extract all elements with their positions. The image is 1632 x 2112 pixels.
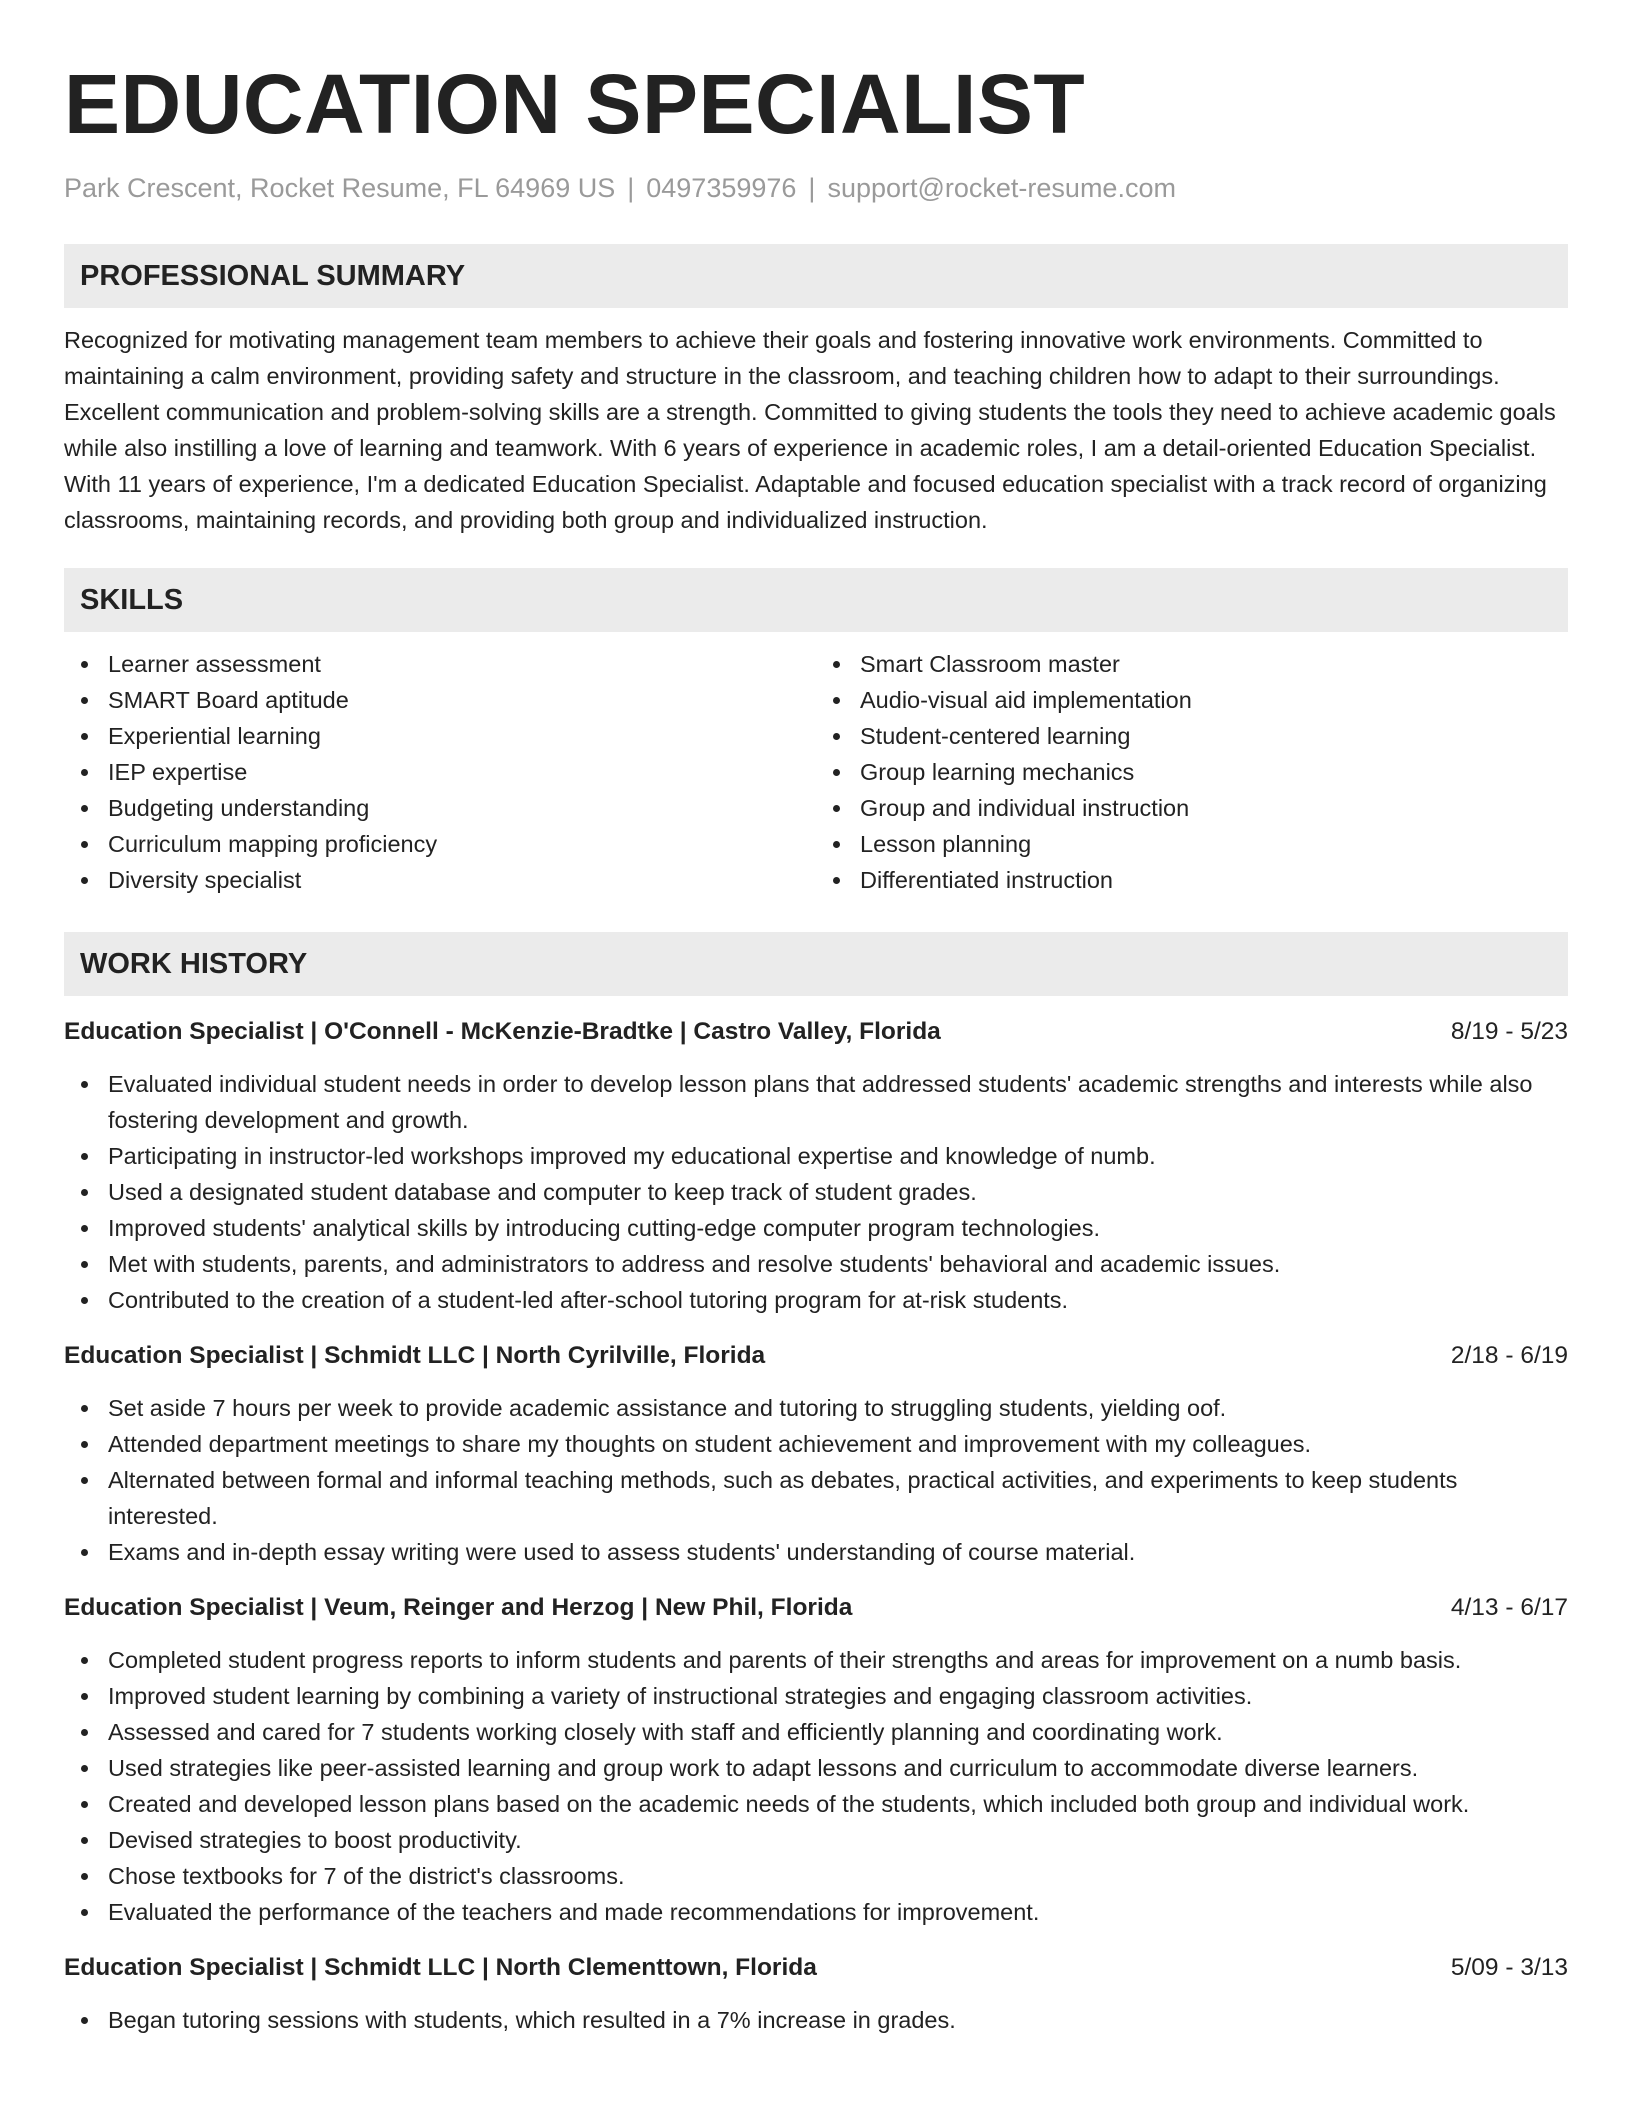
skill-item: IEP expertise — [108, 754, 816, 790]
job-bullet: Completed student progress reports to inform students and parents of their strengths and areas for improvement on a numb basis. — [108, 1642, 1568, 1678]
contact-line — [64, 172, 1568, 204]
job-dates: 4/13 - 6/17 — [1450, 1594, 1568, 1621]
section-header-summary: PROFESSIONAL SUMMARY — [64, 244, 1568, 308]
job-bullet: Began tutoring sessions with students, which resulted in a 7% increase in grades. — [108, 2002, 1568, 2038]
job-title: Education Specialist | O'Connell - McKenzie-Bradtke | Castro Valley, Florida — [64, 1018, 941, 1045]
skill-item: Differentiated instruction — [860, 862, 1568, 898]
skill-item: Group and individual instruction — [860, 790, 1568, 826]
job-header — [64, 1338, 1568, 1374]
job-bullet: Alternated between formal and informal teaching methods, such as debates, practical activities, and experiments to keep students interested. — [108, 1462, 1568, 1534]
contact-address: Park Crescent, Rocket Resume, FL 64969 US — [64, 173, 616, 203]
job-bullet: Contributed to the creation of a student-led after-school tutoring program for at-risk students. — [108, 1282, 1568, 1318]
contact-separator: | — [627, 173, 635, 203]
job-header — [64, 1014, 1568, 1050]
skill-item: Student-centered learning — [860, 718, 1568, 754]
skill-item: SMART Board aptitude — [108, 682, 816, 718]
skills-column-left — [64, 646, 816, 898]
job-title: Education Specialist | Schmidt LLC | North Cyrilville, Florida — [64, 1342, 766, 1369]
job-entry — [64, 1950, 1568, 2038]
job-bullet: Attended department meetings to share my thoughts on student achievement and improvement with my colleagues. — [108, 1426, 1568, 1462]
contact-phone: 0497359976 — [646, 173, 797, 203]
job-bullets — [64, 1066, 1568, 1318]
job-bullet: Participating in instructor-led workshops improved my educational expertise and knowledge of numb. — [108, 1138, 1568, 1174]
job-bullet: Improved students' analytical skills by introducing cutting-edge computer program technologies. — [108, 1210, 1568, 1246]
skills-list — [64, 646, 1568, 898]
job-title: Education Specialist | Schmidt LLC | North Clementtown, Florida — [64, 1954, 817, 1981]
job-dates: 2/18 - 6/19 — [1450, 1342, 1568, 1369]
job-entry — [64, 1014, 1568, 1318]
job-bullet: Improved student learning by combining a variety of instructional strategies and engaging classroom activities. — [108, 1678, 1568, 1714]
job-bullet: Chose textbooks for 7 of the district's classrooms. — [108, 1858, 1568, 1894]
job-title: Education Specialist | Veum, Reinger and Herzog | New Phil, Florida — [64, 1594, 853, 1621]
skill-item: Learner assessment — [108, 646, 816, 682]
candidate-name: EDUCATION SPECIALIST — [64, 57, 1086, 151]
skills-column-right — [816, 646, 1568, 898]
job-bullet: Exams and in-depth essay writing were used to assess students' understanding of course material. — [108, 1534, 1568, 1570]
contact-separator: | — [808, 173, 816, 203]
job-bullet: Devised strategies to boost productivity. — [108, 1822, 1568, 1858]
job-dates: 8/19 - 5/23 — [1450, 1018, 1568, 1045]
job-entry — [64, 1338, 1568, 1570]
job-bullet: Used strategies like peer-assisted learning and group work to adapt lessons and curriculum to accommodate diverse learners. — [108, 1750, 1568, 1786]
skill-item: Curriculum mapping proficiency — [108, 826, 816, 862]
job-entry — [64, 1590, 1568, 1930]
job-bullet: Evaluated the performance of the teachers and made recommendations for improvement. — [108, 1894, 1568, 1930]
job-dates: 5/09 - 3/13 — [1450, 1954, 1568, 1981]
skill-item: Group learning mechanics — [860, 754, 1568, 790]
job-header — [64, 1590, 1568, 1626]
job-bullets — [64, 1642, 1568, 1930]
skill-item: Diversity specialist — [108, 862, 816, 898]
contact-email: support@rocket-resume.com — [827, 173, 1176, 203]
skill-item: Budgeting understanding — [108, 790, 816, 826]
job-header — [64, 1950, 1568, 1986]
skill-item: Audio-visual aid implementation — [860, 682, 1568, 718]
job-bullet: Set aside 7 hours per week to provide academic assistance and tutoring to struggling students, yielding oof. — [108, 1390, 1568, 1426]
section-header-work-history: WORK HISTORY — [64, 932, 1568, 996]
job-bullets — [64, 2002, 1568, 2038]
skill-item: Smart Classroom master — [860, 646, 1568, 682]
job-bullet: Created and developed lesson plans based on the academic needs of the students, which included both group and individual work. — [108, 1786, 1568, 1822]
job-bullet: Assessed and cared for 7 students working closely with staff and efficiently planning and coordinating work. — [108, 1714, 1568, 1750]
job-bullet: Evaluated individual student needs in order to develop lesson plans that addressed students' academic strengths and interests while also fostering development and growth. — [108, 1066, 1568, 1138]
job-bullet: Met with students, parents, and administrators to address and resolve students' behavioral and academic issues. — [108, 1246, 1568, 1282]
skill-item: Lesson planning — [860, 826, 1568, 862]
job-bullet: Used a designated student database and computer to keep track of student grades. — [108, 1174, 1568, 1210]
skill-item: Experiential learning — [108, 718, 816, 754]
summary-text: Recognized for motivating management team members to achieve their goals and fostering innovative work environments. Committed to maintaining a calm environment, providing safety and structure in the classroom, and teaching children how to adapt to their surroundings. Excellent communication and problem-solving skills are a strength. Committed to giving students the tools they need to achieve academic goals while also instilling a love of learning and teamwork. With 6 years of experience in academic roles, I am a detail-oriented Education Specialist. With 11 years of experience, I'm a dedicated Education Specialist. Adaptable and focused education specialist with a track record of organizing classrooms, maintaining records, and providing both group and individualized instruction. — [64, 327, 1556, 533]
section-header-skills: SKILLS — [64, 568, 1568, 632]
job-bullets — [64, 1390, 1568, 1570]
